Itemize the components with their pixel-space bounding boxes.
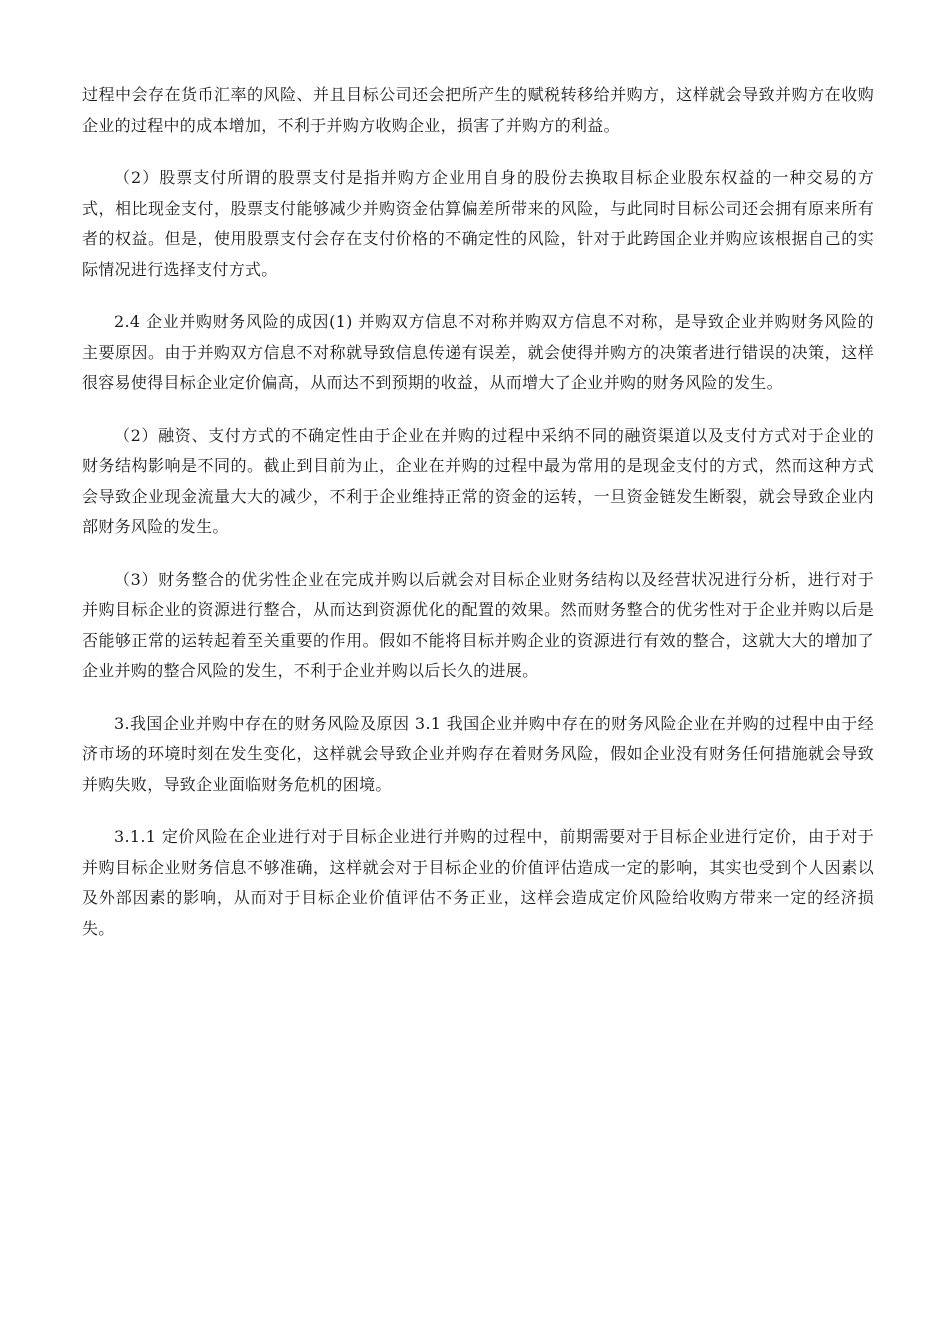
paragraph-section-3-1-1: 3.1.1 定价风险在企业进行对于目标企业进行并购的过程中，前期需要对于目标企业进行定价，由于对于并购目标企业财务信息不够准确，这样就会对于目标企业的价值评估造成一定的影响，其实也受到个人因素以及外部因素的影响，从而对于目标企业价值评估不务正业，这样会造成定价风险给收购方带来一定的经济损失。 — [82, 827, 874, 938]
paragraph-stock-payment: （2）股票支付所谓的股票支付是指并购方企业用自身的股份去换取目标企业股东权益的一种交易的方式，相比现金支付，股票支付能够减少并购资金估算偏差所带来的风险，与此同时目标公司还会拥有原来所有者的权益。但是，使用股票支付会存在支付价格的不确定性的风险，针对于此跨国企业并购应该根据自己的实际情况进行选择支付方式。 — [82, 168, 874, 279]
paragraph-section-3: 3.我国企业并购中存在的财务风险及原因 3.1 我国企业并购中存在的财务风险企业在并购的过程中由于经济市场的环境时刻在发生变化，这样就会导致企业并购存在着财务风险，假如企业没有财务任何措施就会导致并购失败，导致企业面临财务危机的困境。 — [82, 713, 874, 794]
paragraph-financial-integration: （3）财务整合的优劣性企业在完成并购以后就会对目标企业财务结构以及经营状况进行分析，进行对于并购目标企业的资源进行整合，从而达到资源优化的配置的效果。然而财务整合的优劣性对于企业并购以后是否能够正常的运转起着至关重要的作用。假如不能将目标并购企业的资源进行有效的整合，这就大大的增加了企业并购的整合风险的发生，不利于企业并购以后长久的进展。 — [82, 569, 874, 680]
paragraph-section-2-4: 2.4 企业并购财务风险的成因(1) 并购双方信息不对称并购双方信息不对称，是导致企业并购财务风险的主要原因。由于并购双方信息不对称就导致信息传递有误差，就会使得并购方的决策者进行错误的决策，这样很容易使得目标企业定价偏高，从而达不到预期的收益，从而增大了企业并购的财务风险的发生。 — [82, 312, 874, 392]
paragraph-continuation: 过程中会存在货币汇率的风险、并且目标公司还会把所产生的赋税转移给并购方，这样就会导致并购方在收购企业的过程中的成本增加，不利于并购方收购企业，损害了并购方的利益。 — [82, 85, 874, 135]
document-body — [82, 80, 874, 966]
paragraph-financing-uncertainty: （2）融资、支付方式的不确定性由于企业在并购的过程中采纳不同的融资渠道以及支付方式对于企业的财务结构影响是不同的。截止到目前为止，企业在并购的过程中最为常用的是现金支付的方式，然而这种方式会导致企业现金流量大大的减少，不利于企业维持正常的资金的运转，一旦资金链发生断裂，就会导致企业内部财务风险的发生。 — [82, 425, 874, 536]
